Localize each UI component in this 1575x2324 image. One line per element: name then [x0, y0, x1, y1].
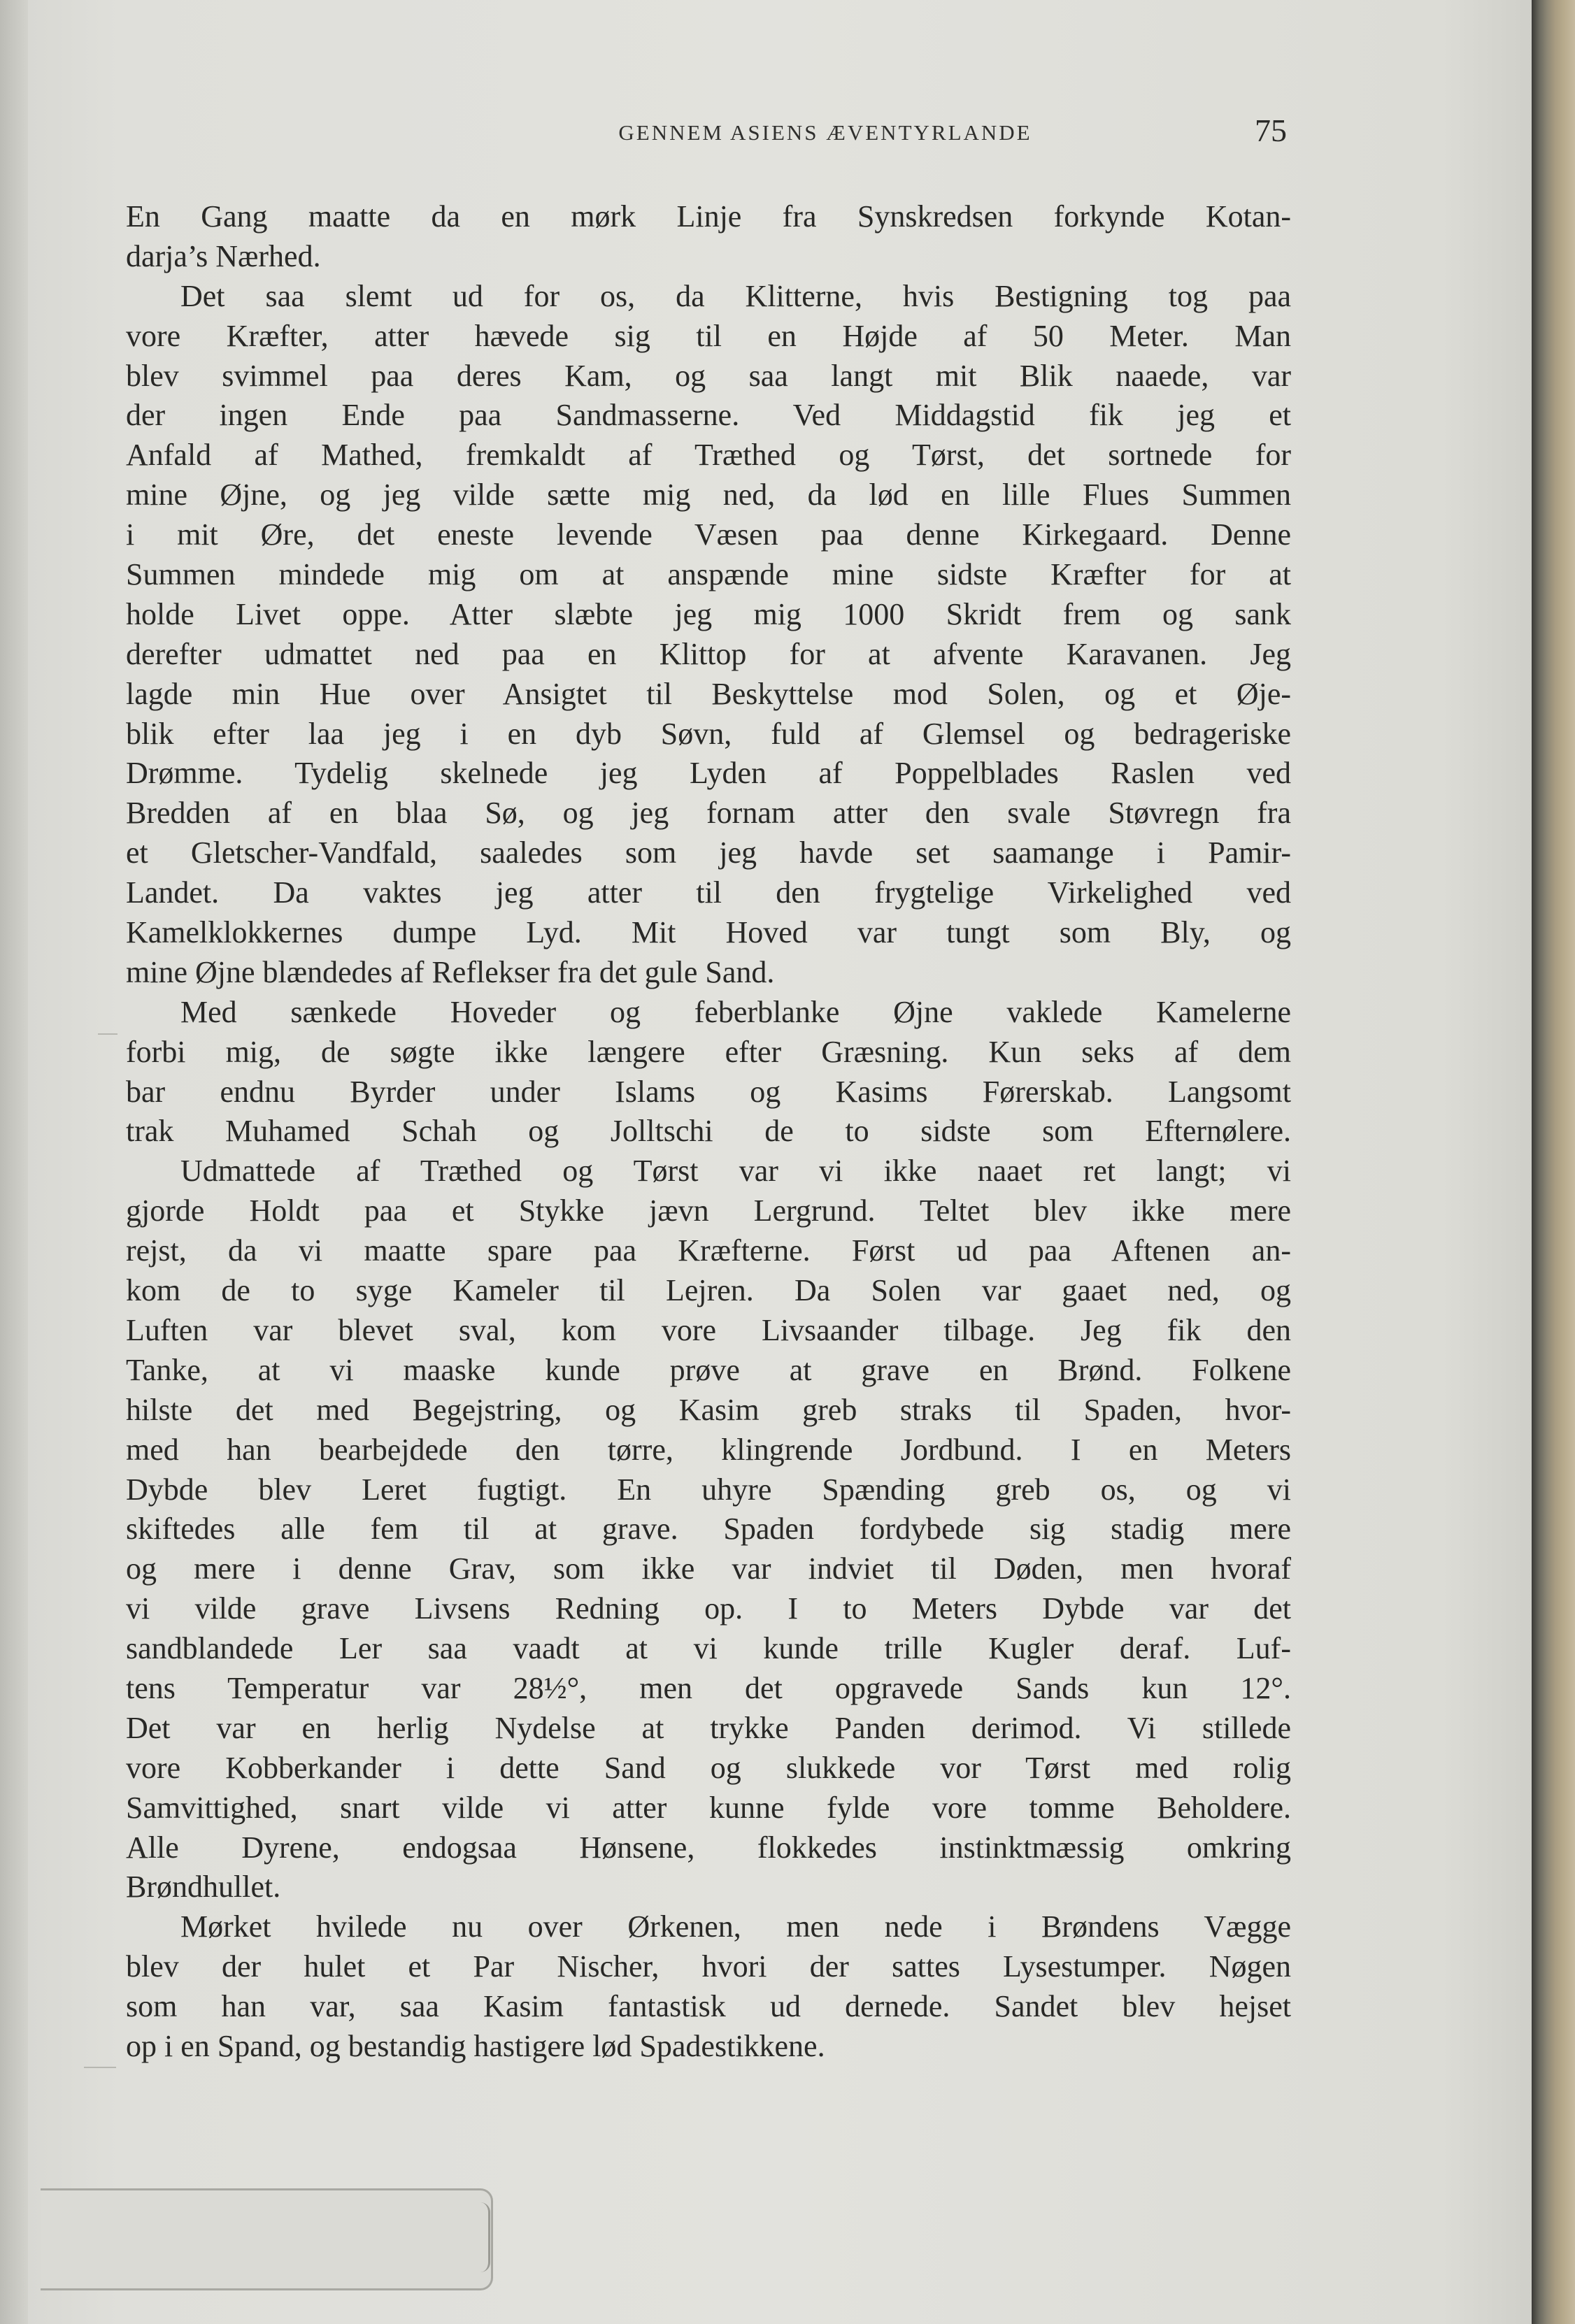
scan-mark [84, 2067, 116, 2068]
text-line: trak Muhamed Schah og Jolltschi de to sidste som Efternølere. [126, 1114, 1291, 1149]
text-line: vore Kobberkander i dette Sand og slukkede vor Tørst med rolig [126, 1750, 1291, 1785]
page-number: 75 [1255, 113, 1287, 148]
text-line: Drømme. Tydelig skelnede jeg Lyden af Poppelblades Raslen ved [126, 756, 1291, 791]
text-line: Anfald af Mathed, fremkaldt af Træthed og Tørst, det sortnede for [126, 438, 1291, 473]
text-line: Brøndhullet. [126, 1870, 281, 1905]
text-line: Udmattede af Træthed og Tørst var vi ikke naaet ret langt; vi [180, 1154, 1291, 1189]
text-line: skiftedes alle fem til at grave. Spaden fordybede sig stadig mere [126, 1512, 1291, 1547]
text-line: et Gletscher-Vandfald, saaledes som jeg havde set saamange i Pamir- [126, 835, 1291, 870]
text-line: Det saa slemt ud for os, da Klitterne, hvis Bestigning tog paa [180, 278, 1291, 313]
text-line: blev der hulet et Par Nischer, hvori der sattes Lysestumper. Nøgen [126, 1949, 1291, 1984]
text-line: Det var en herlig Nydelse at trykke Panden derimod. Vi stillede [126, 1710, 1291, 1745]
text-line: op i en Spand, og bestandig hastigere lød Spadestikkene. [126, 2028, 825, 2063]
text-line: Tanke, at vi maaske kunde prøve at grave en Brønd. Folkene [126, 1352, 1291, 1387]
text-line: sandblandede Ler saa vaadt at vi kunde trille Kugler deraf. Luf- [126, 1631, 1291, 1666]
text-line: bar endnu Byrder under Islams og Kasims Førerskab. Langsomt [126, 1074, 1291, 1109]
text-line: vore Kræfter, atter hævede sig til en Højde af 50 Meter. Man [126, 318, 1291, 353]
text-line: Summen mindede mig om at anspænde mine sidste Kræfter for at [126, 557, 1291, 592]
text-line: Luften var blevet sval, kom vore Livsaander tilbage. Jeg fik den [126, 1312, 1291, 1347]
text-line: derefter udmattet ned paa en Klittop for at afvente Karavanen. Jeg [126, 636, 1291, 671]
scan-mark [98, 1033, 117, 1035]
text-line: forbi mig, de søgte ikke længere efter Græsning. Kun seks af dem [126, 1034, 1291, 1069]
text-line: hilste det med Begejstring, og Kasim greb straks til Spaden, hvor- [126, 1392, 1291, 1427]
text-line: lagde min Hue over Ansigtet til Beskyttelse mod Solen, og et Øje- [126, 676, 1291, 711]
text-line: Dybde blev Leret fugtigt. En uhyre Spænding greb os, og vi [126, 1472, 1291, 1507]
text-line: Kamelklokkernes dumpe Lyd. Mit Hoved var tungt som Bly, og [126, 915, 1291, 950]
book-spine [1532, 0, 1575, 2324]
body-text [126, 197, 1291, 2067]
text-line: holde Livet oppe. Atter slæbte jeg mig 1000 Skridt frem og sank [126, 596, 1291, 631]
text-line: Med sænkede Hoveder og feberblanke Øjne vaklede Kamelerne [180, 994, 1291, 1029]
text-line: darja’s Nærhed. [126, 238, 321, 273]
text-line: gjorde Holdt paa et Stykke jævn Lergrund. Teltet blev ikke mere [126, 1193, 1291, 1228]
text-line: i mit Øre, det eneste levende Væsen paa denne Kirkegaard. Denne [126, 517, 1291, 552]
library-label-inner [41, 2202, 490, 2272]
text-line: med han bearbejdede den tørre, klingrende Jordbund. I en Meters [126, 1432, 1291, 1467]
text-line: kom de to syge Kameler til Lejren. Da Solen var gaaet ned, og [126, 1273, 1291, 1308]
text-line: Landet. Da vaktes jeg atter til den frygtelige Virkelighed ved [126, 875, 1291, 910]
text-line: blik efter laa jeg i en dyb Søvn, fuld af Glemsel og bedrageriske [126, 716, 1291, 751]
text-line: Alle Dyrene, endogsaa Hønsene, flokkedes instinktmæssig omkring [126, 1830, 1291, 1865]
running-head: GENNEM ASIENS ÆVENTYRLANDE [618, 120, 1032, 145]
text-line: Bredden af en blaa Sø, og jeg fornam atter den svale Støvregn fra [126, 796, 1291, 831]
text-line: vi vilde grave Livsens Redning op. I to Meters Dybde var det [126, 1591, 1291, 1626]
text-line: som han var, saa Kasim fantastisk ud dernede. Sandet blev hejset [126, 1989, 1291, 2024]
text-line: Samvittighed, snart vilde vi atter kunne fylde vore tomme Beholdere. [126, 1790, 1291, 1825]
text-line: En Gang maatte da en mørk Linje fra Synskredsen forkynde Kotan- [126, 199, 1291, 234]
text-line: der ingen Ende paa Sandmasserne. Ved Middagstid fik jeg et [126, 398, 1291, 433]
text-line: blev svimmel paa deres Kam, og saa langt mit Blik naaede, var [126, 358, 1291, 393]
text-line: mine Øjne blændedes af Reflekser fra det gule Sand. [126, 954, 775, 989]
page-left-edge [0, 0, 28, 2324]
text-line: og mere i denne Grav, som ikke var indviet til Døden, men hvoraf [126, 1551, 1291, 1586]
text-line: mine Øjne, og jeg vilde sætte mig ned, da lød en lille Flues Summen [126, 478, 1291, 512]
text-line: Mørket hvilede nu over Ørkenen, men nede i Brøndens Vægge [180, 1909, 1291, 1944]
text-line: tens Temperatur var 28½°, men det opgravede Sands kun 12°. [126, 1670, 1291, 1705]
text-line: rejst, da vi maatte spare paa Kræfterne. Først ud paa Aftenen an- [126, 1233, 1291, 1268]
